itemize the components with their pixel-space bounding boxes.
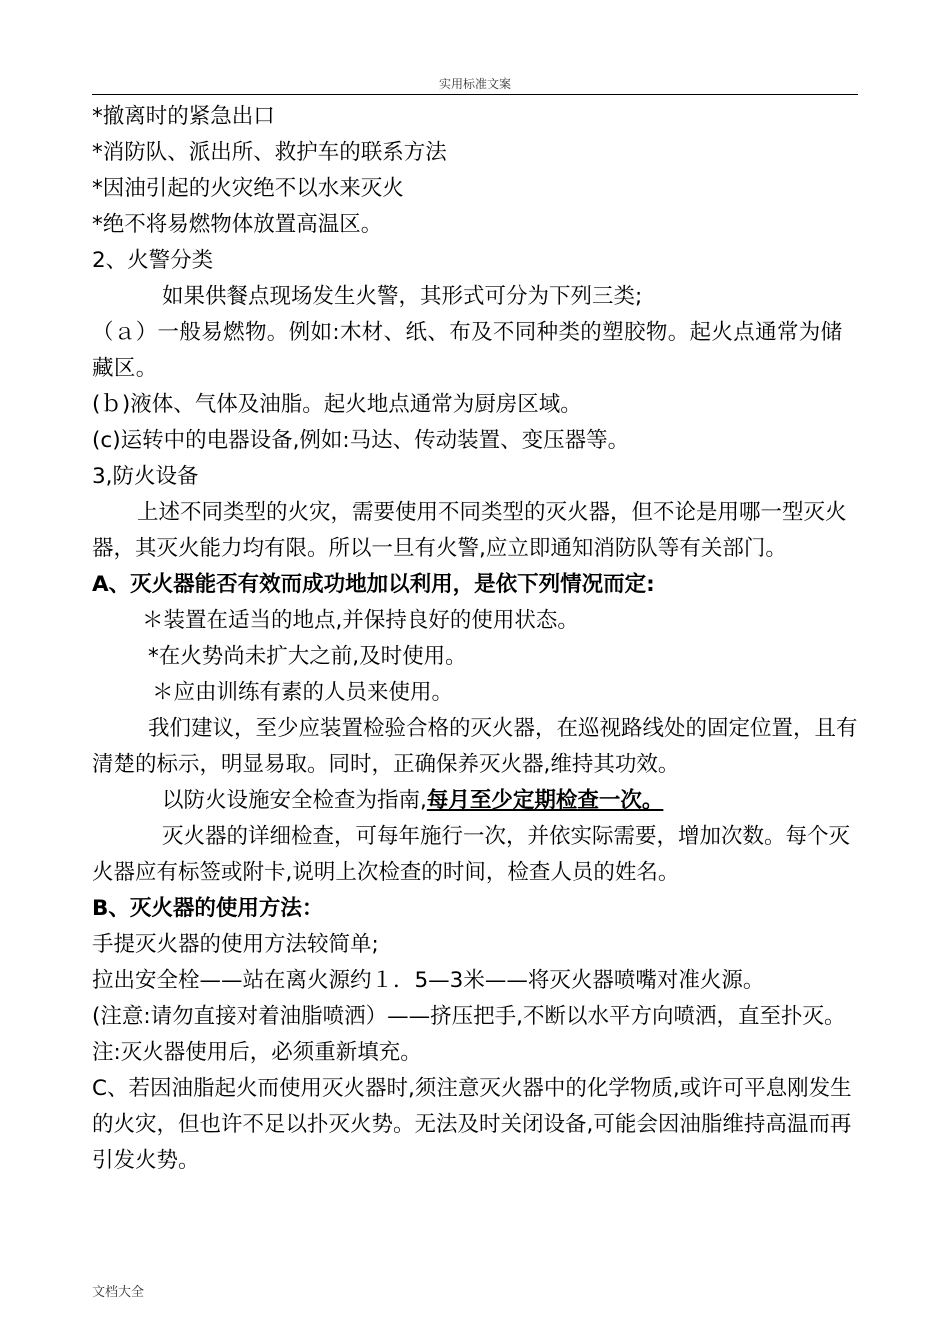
- subsection-heading: B、灭火器的使用方法：: [92, 896, 324, 921]
- document-body: [92, 99, 858, 1179]
- paragraph: 我们建议，至少应装置检验合格的灭火器，在巡视路线处的固定位置，且有清楚的标示，明显易取。同时，正确保养灭火器,维持其功效。: [92, 716, 858, 777]
- page-header: 实用标准文案: [438, 77, 511, 91]
- paragraph: [92, 783, 858, 819]
- bullet-item: *在火势尚未扩大之前,及时使用。: [148, 644, 467, 669]
- paragraph: (c)运转中的电器设备,例如:马达、传动装置、变压器等。: [92, 428, 630, 453]
- section-heading: 2、火警分类: [92, 248, 214, 273]
- subsection-heading: A、灭火器能否有效而成功地加以利用，是依下列情况而定:: [92, 572, 655, 597]
- text-line: *因油引起的火灾绝不以水来灭火: [92, 176, 404, 201]
- monthly-check-emphasis: 每月至少定期检查一次。: [426, 788, 664, 813]
- paragraph: 注:灭火器使用后，必须重新填充。: [92, 1040, 422, 1065]
- text-line: *撤离时的紧急出口: [92, 104, 275, 129]
- paragraph: C、若因油脂起火而使用灭火器时,须注意灭火器中的化学物质,或许可平息刚发生的火灾，但也许不足以扑灭火势。无法及时关闭设备,可能会因油脂维持高温而再引发火势。: [92, 1076, 852, 1173]
- paragraph: (ｂ)液体、气体及油脂。起火地点通常为厨房区域。: [92, 392, 582, 417]
- paragraph: 灭火器的详细检查，可每年施行一次，并依实际需要，增加次数。每个灭火器应有标签或附卡,说明上次检查的时间，检查人员的姓名。: [92, 824, 851, 885]
- paragraph: 上述不同类型的火灾，需要使用不同类型的灭火器，但不论是用哪一型灭火器，其灭火能力均有限。所以一旦有火警,应立即通知消防队等有关部门。: [92, 500, 847, 561]
- header-divider: [92, 94, 858, 95]
- paragraph: （ａ）一般易燃物。例如:木材、纸、布及不同种类的塑胶物。起火点通常为储藏区。: [92, 320, 843, 381]
- bullet-item: ＊装置在适当的地点,并保持良好的使用状态。: [142, 608, 579, 633]
- paragraph: (注意:请勿直接对着油脂喷洒）——挤压把手,不断以水平方向喷洒，直至扑灭。: [92, 1004, 846, 1029]
- paragraph: 手提灭火器的使用方法较简单;: [92, 932, 379, 957]
- inspection-guide-text: 以防火设施安全检查为指南,: [162, 788, 427, 813]
- text-line: *绝不将易燃物体放置高温区。: [92, 212, 383, 237]
- section-heading: 3,防火设备: [92, 464, 199, 489]
- page-footer: 文档大全: [92, 1285, 145, 1300]
- paragraph: 如果供餐点现场发生火警，其形式可分为下列三类;: [162, 284, 643, 309]
- bullet-item: ＊应由训练有素的人员来使用。: [152, 680, 454, 705]
- text-line: *消防队、派出所、救护车的联系方法: [92, 140, 447, 165]
- paragraph: 拉出安全栓——站在离火源约１．5—3米——将灭火器喷嘴对准火源。: [92, 968, 765, 993]
